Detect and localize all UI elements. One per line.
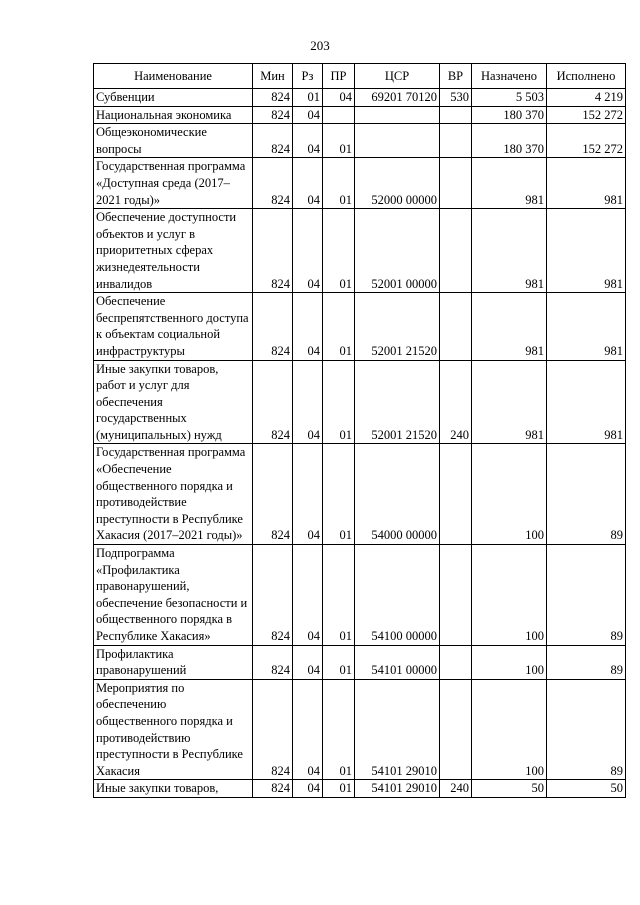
cell-min: 824	[253, 780, 293, 798]
cell-name: Иные закупки товаров,	[94, 780, 253, 798]
cell-csr: 52001 21520	[355, 360, 440, 444]
cell-executed: 4 219	[547, 89, 626, 107]
cell-min: 824	[253, 124, 293, 158]
cell-csr: 52001 00000	[355, 209, 440, 293]
cell-executed: 50	[547, 780, 626, 798]
cell-csr: 54101 29010	[355, 679, 440, 780]
cell-csr: 54101 29010	[355, 780, 440, 798]
cell-csr	[355, 106, 440, 124]
cell-pr: 04	[323, 89, 355, 107]
table-row	[94, 106, 626, 124]
cell-name: Государственная программа «Доступная среда (2017–2021 годы)»	[94, 158, 253, 209]
table-row	[94, 679, 626, 780]
cell-executed: 152 272	[547, 124, 626, 158]
table-body	[94, 89, 626, 798]
cell-name: Национальная экономика	[94, 106, 253, 124]
cell-csr: 69201 70120	[355, 89, 440, 107]
cell-min: 824	[253, 545, 293, 646]
cell-csr: 54000 00000	[355, 444, 440, 545]
cell-executed: 89	[547, 645, 626, 679]
cell-rz: 04	[293, 293, 323, 360]
cell-pr: 01	[323, 444, 355, 545]
cell-pr: 01	[323, 158, 355, 209]
cell-pr: 01	[323, 545, 355, 646]
cell-min: 824	[253, 444, 293, 545]
table-row	[94, 293, 626, 360]
cell-executed: 981	[547, 209, 626, 293]
cell-rz: 04	[293, 645, 323, 679]
cell-name: Государственная программа «Обеспечение общественного порядка и противодействие преступности в Республике Хакасия (2017–2021 годы)»	[94, 444, 253, 545]
cell-vr	[440, 106, 472, 124]
cell-min: 824	[253, 293, 293, 360]
cell-planned: 50	[472, 780, 547, 798]
cell-vr	[440, 124, 472, 158]
cell-name: Подпрограмма «Профилактика правонарушений, обеспечение безопасности и общественного порядка в Республике Хакасия»	[94, 545, 253, 646]
page-number: 203	[310, 38, 330, 53]
cell-planned: 981	[472, 209, 547, 293]
cell-min: 824	[253, 679, 293, 780]
cell-name: Мероприятия по обеспечению общественного порядка и противодействию преступности в Республике Хакасия	[94, 679, 253, 780]
cell-planned: 981	[472, 360, 547, 444]
table-row	[94, 124, 626, 158]
cell-executed: 981	[547, 158, 626, 209]
cell-planned: 100	[472, 444, 547, 545]
cell-pr	[323, 106, 355, 124]
cell-executed: 89	[547, 444, 626, 545]
cell-min: 824	[253, 209, 293, 293]
budget-table	[93, 63, 626, 798]
cell-rz: 04	[293, 545, 323, 646]
cell-vr	[440, 444, 472, 545]
cell-planned: 981	[472, 293, 547, 360]
cell-min: 824	[253, 645, 293, 679]
table-row	[94, 209, 626, 293]
cell-min: 824	[253, 360, 293, 444]
cell-name: Профилактика правонарушений	[94, 645, 253, 679]
cell-executed: 152 272	[547, 106, 626, 124]
table-row	[94, 645, 626, 679]
cell-name: Иные закупки товаров, работ и услуг для обеспечения государственных (муниципальных) нужд	[94, 360, 253, 444]
cell-rz: 04	[293, 209, 323, 293]
cell-pr: 01	[323, 780, 355, 798]
cell-executed: 89	[547, 679, 626, 780]
col-header-rz: Рз	[293, 64, 323, 89]
cell-name: Общеэкономические вопросы	[94, 124, 253, 158]
cell-planned: 100	[472, 545, 547, 646]
cell-pr: 01	[323, 293, 355, 360]
cell-rz: 04	[293, 444, 323, 545]
table-row	[94, 158, 626, 209]
cell-vr: 530	[440, 89, 472, 107]
cell-vr	[440, 679, 472, 780]
col-header-name: Наименование	[94, 64, 253, 89]
cell-executed: 89	[547, 545, 626, 646]
cell-name: Субвенции	[94, 89, 253, 107]
cell-min: 824	[253, 158, 293, 209]
cell-planned: 5 503	[472, 89, 547, 107]
col-header-pr: ПР	[323, 64, 355, 89]
cell-name: Обеспечение беспрепятственного доступа к объектам социальной инфраструктуры	[94, 293, 253, 360]
cell-csr: 52001 21520	[355, 293, 440, 360]
col-header-csr: ЦСР	[355, 64, 440, 89]
col-header-executed: Исполнено	[547, 64, 626, 89]
col-header-min: Мин	[253, 64, 293, 89]
cell-rz: 04	[293, 158, 323, 209]
cell-vr	[440, 293, 472, 360]
cell-rz: 04	[293, 106, 323, 124]
cell-csr: 54100 00000	[355, 545, 440, 646]
cell-vr	[440, 645, 472, 679]
cell-planned: 180 370	[472, 106, 547, 124]
cell-pr: 01	[323, 645, 355, 679]
cell-rz: 04	[293, 124, 323, 158]
col-header-planned: Назначено	[472, 64, 547, 89]
cell-vr: 240	[440, 780, 472, 798]
cell-csr	[355, 124, 440, 158]
cell-planned: 180 370	[472, 124, 547, 158]
cell-rz: 01	[293, 89, 323, 107]
table-row	[94, 444, 626, 545]
cell-vr: 240	[440, 360, 472, 444]
cell-vr	[440, 545, 472, 646]
cell-min: 824	[253, 89, 293, 107]
cell-planned: 981	[472, 158, 547, 209]
cell-executed: 981	[547, 293, 626, 360]
table-header-row	[94, 64, 626, 89]
table-row	[94, 360, 626, 444]
cell-pr: 01	[323, 360, 355, 444]
cell-rz: 04	[293, 679, 323, 780]
cell-pr: 01	[323, 679, 355, 780]
cell-csr: 54101 00000	[355, 645, 440, 679]
cell-planned: 100	[472, 679, 547, 780]
table-row	[94, 545, 626, 646]
cell-executed: 981	[547, 360, 626, 444]
cell-vr	[440, 158, 472, 209]
cell-vr	[440, 209, 472, 293]
cell-rz: 04	[293, 360, 323, 444]
cell-planned: 100	[472, 645, 547, 679]
col-header-vr: ВР	[440, 64, 472, 89]
cell-csr: 52000 00000	[355, 158, 440, 209]
table-row	[94, 89, 626, 107]
table-row	[94, 780, 626, 798]
cell-min: 824	[253, 106, 293, 124]
cell-name: Обеспечение доступности объектов и услуг в приоритетных сферах жизнедеятельности инвалидов	[94, 209, 253, 293]
cell-pr: 01	[323, 124, 355, 158]
cell-rz: 04	[293, 780, 323, 798]
cell-pr: 01	[323, 209, 355, 293]
